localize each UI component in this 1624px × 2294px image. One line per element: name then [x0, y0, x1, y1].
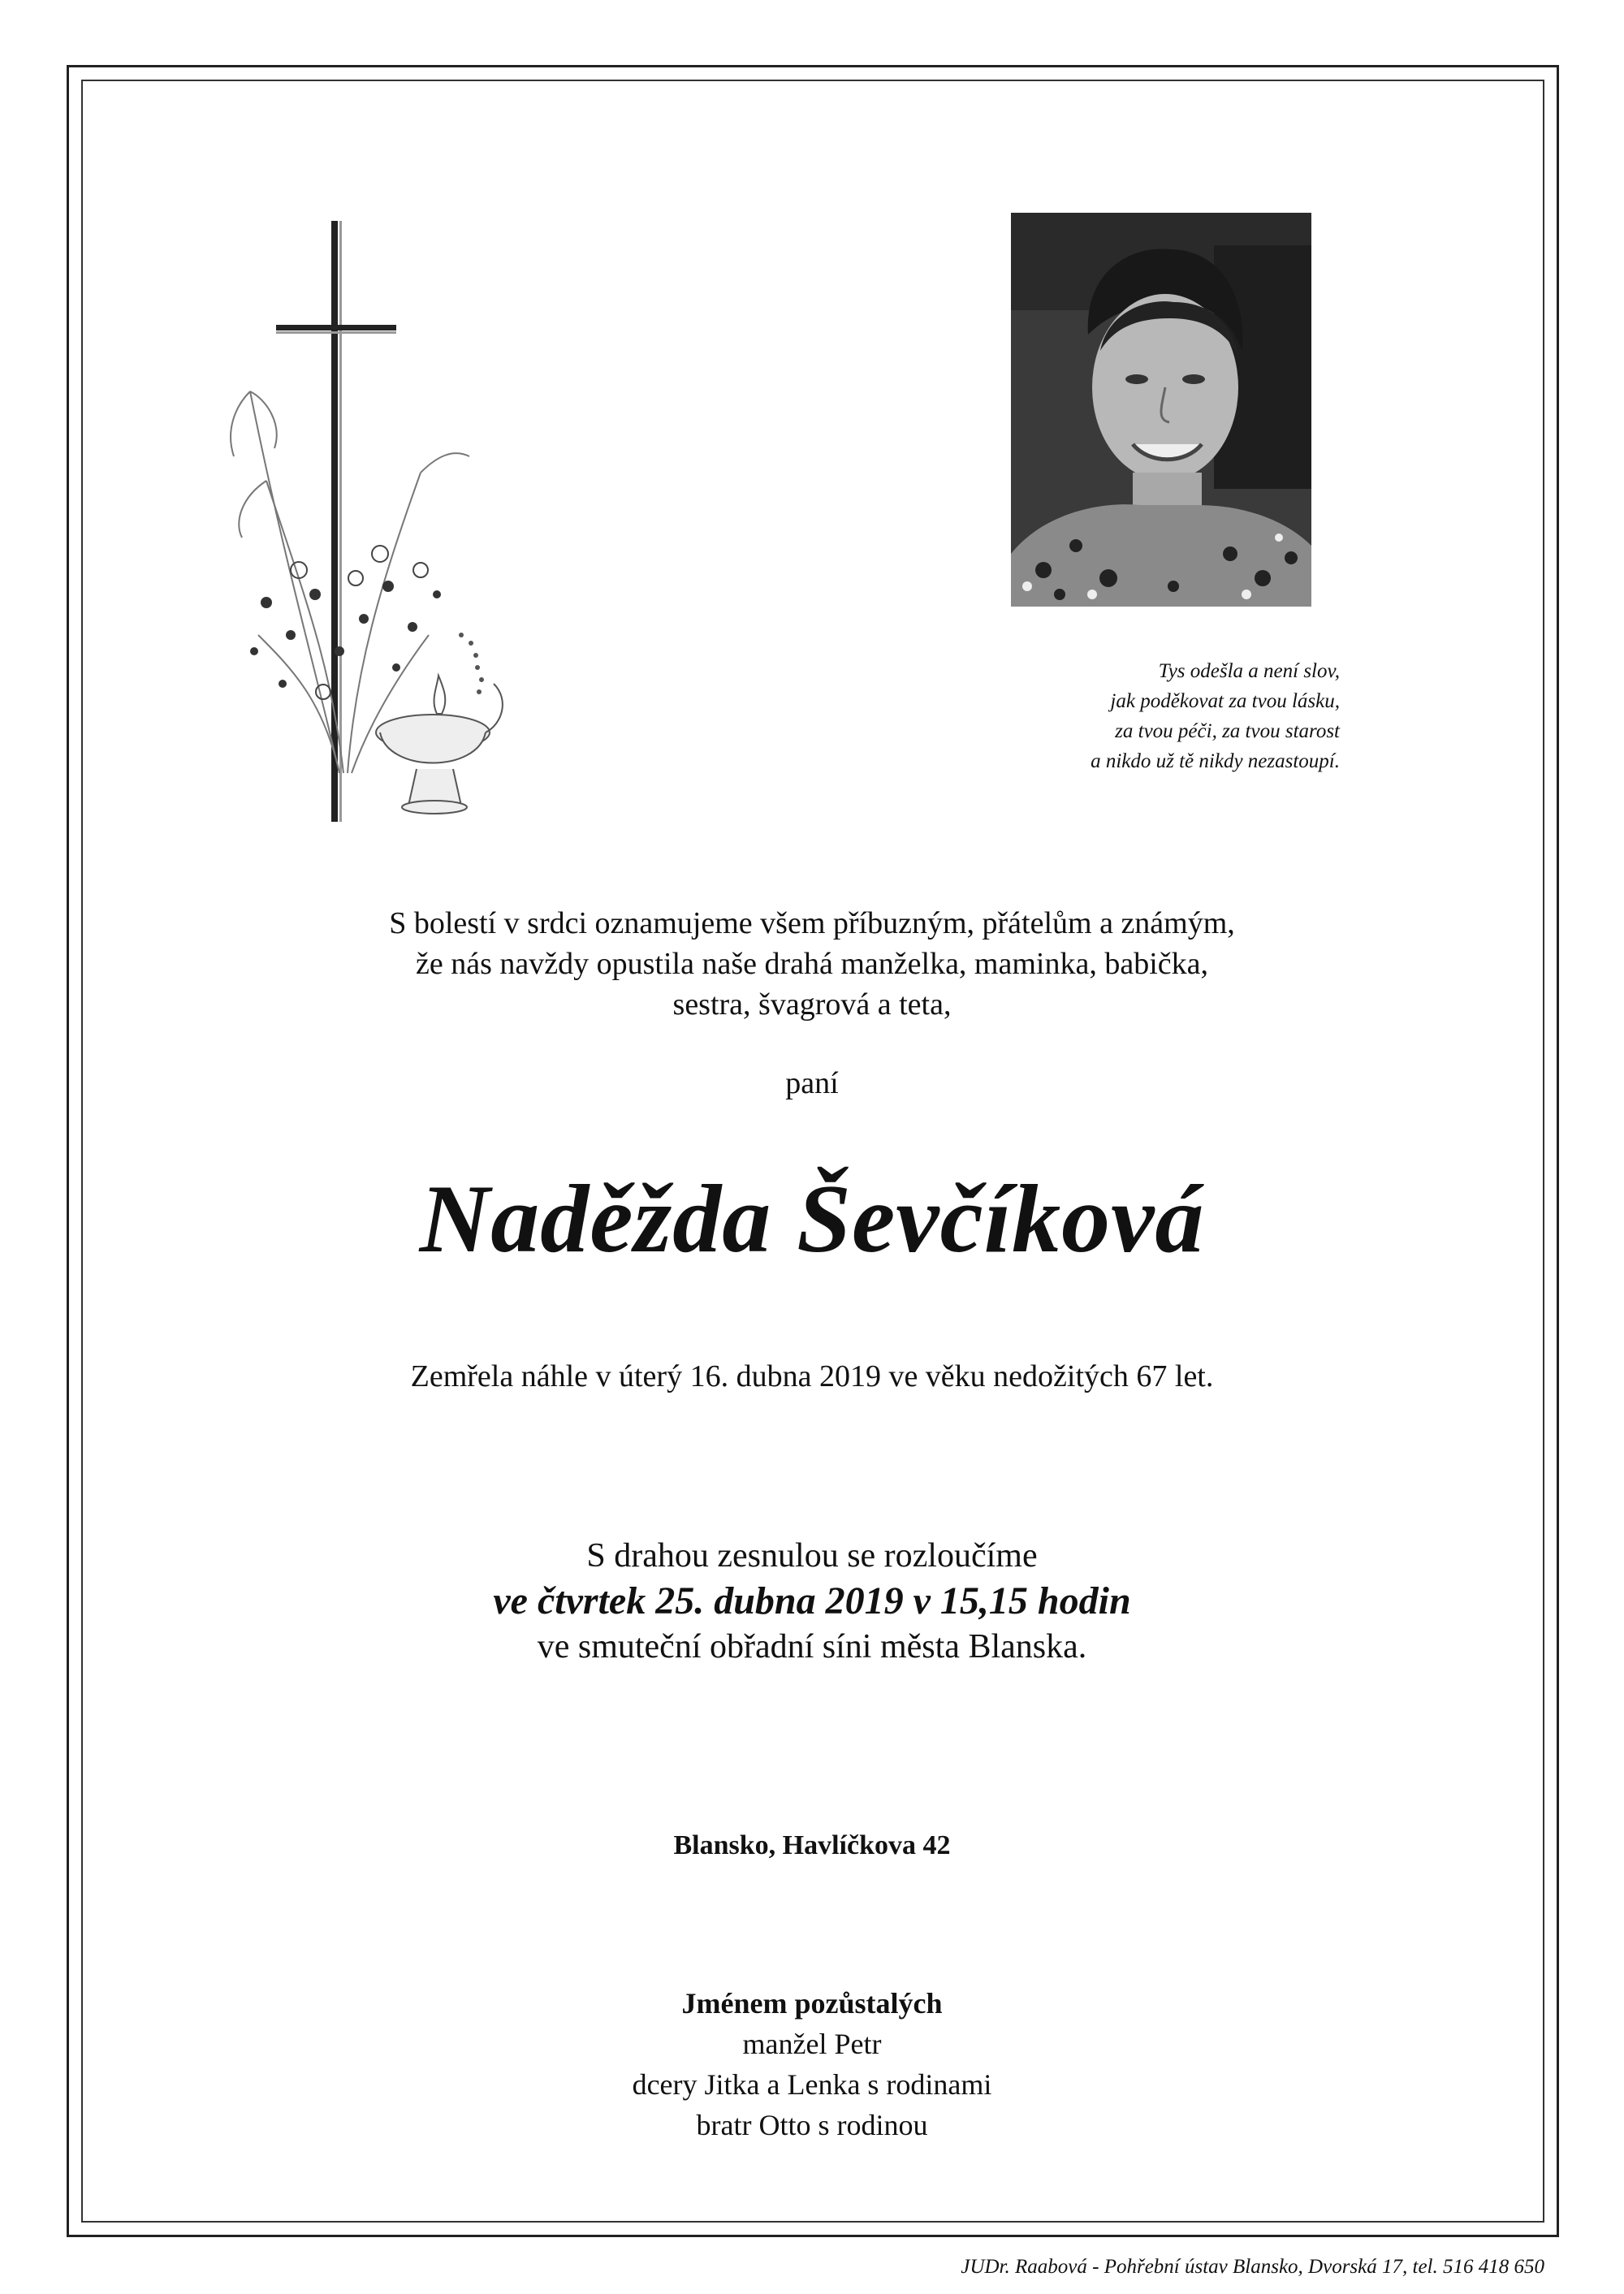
death-notice: Zemřela náhle v úterý 16. dubna 2019 ve věku nedožitých 67 let. — [410, 1359, 1214, 1393]
mourner-line: dcery Jitka a Lenka s rodinami — [632, 2068, 992, 2101]
mourners — [0, 1983, 1624, 2145]
announcement-line: že nás navždy opustila naše drahá manželka, maminka, babička, — [416, 947, 1208, 981]
farewell-info — [0, 1533, 1624, 1670]
mourner-line: manžel Petr — [742, 2028, 882, 2060]
portrait-photo — [1011, 213, 1311, 607]
announcement-line: sestra, švagrová a teta, — [672, 987, 952, 1022]
funeral-service-footer: JUDr. Raabová - Pohřební ústav Blansko, Dvorská 17, tel. 516 418 650 — [961, 2256, 1544, 2278]
verse-line: jak poděkovat za tvou lásku, — [1110, 690, 1340, 712]
memorial-verse — [909, 656, 1340, 776]
address: Blansko, Havlíčkova 42 — [673, 1830, 951, 1860]
mourners-lead: Jménem pozůstalých — [681, 1987, 943, 2020]
farewell-line-1: S drahou zesnulou se rozloučíme — [586, 1537, 1038, 1575]
announcement — [0, 903, 1624, 1025]
verse-line: Tys odešla a není slov, — [1158, 660, 1340, 682]
farewell-place: ve smuteční obřadní síni města Blanska. — [537, 1628, 1087, 1665]
cross-flowers-lamp-icon — [218, 213, 526, 838]
rosary-icon — [459, 633, 484, 694]
verse-line: a nikdo už tě nikdy nezastoupí. — [1091, 750, 1340, 772]
verse-line: za tvou péči, za tvou starost — [1115, 720, 1340, 742]
honorific: paní — [785, 1066, 839, 1100]
farewell-date-time: ve čtvrtek 25. dubna 2019 v 15,15 hodin — [493, 1579, 1131, 1622]
mourner-line: bratr Otto s rodinou — [696, 2109, 928, 2141]
blossoms-icon — [250, 581, 441, 688]
announcement-line: S bolestí v srdci oznamujeme všem příbuzným, přátelům a známým, — [389, 906, 1235, 940]
oil-lamp-icon — [376, 676, 503, 814]
deceased-name: Naděžda Ševčíková — [419, 1164, 1205, 1272]
